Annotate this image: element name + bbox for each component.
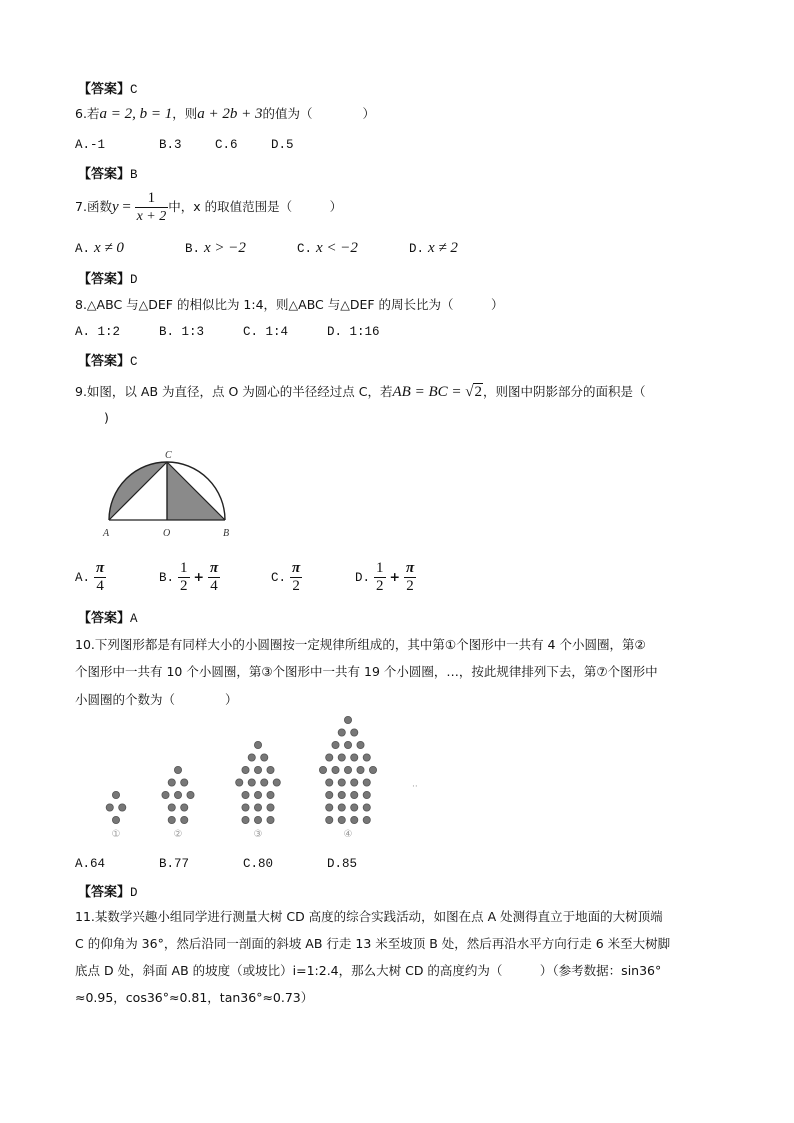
options-q6 [75,138,294,152]
small-circle [174,791,181,798]
answer-value: C [130,355,138,369]
option-b: B.77 [159,857,190,871]
small-circle [357,766,364,773]
small-circle [254,791,261,798]
fraction [94,560,106,595]
small-circle [369,766,376,773]
numerator: 1 [376,560,384,576]
small-circle [267,816,274,823]
small-circle [332,766,339,773]
options-q7 [75,240,458,257]
small-circle [254,766,261,773]
small-circle [106,804,113,811]
fraction [135,190,169,225]
small-circle [351,816,358,823]
option-d: D. 1:16 [327,325,380,339]
label-b: B [223,528,230,539]
question-10-line2: 个图形中一共有 10 个小圆圈，第③个图形中一共有 19 个小圆圈，…，按此规律排列下去，第⑦个图形中 [75,664,658,679]
figure-label: ① [111,829,121,840]
small-circle [267,791,274,798]
small-circle [351,804,358,811]
option-label: C. [297,242,313,256]
question-11-line2: C 的仰角为 36°，然后沿同一剖面的斜坡 AB 行走 13 米至坡顶 B 处，然后再沿水平方向行走 6 米至大树脚 [75,936,671,951]
small-circle [242,766,249,773]
small-circle [326,816,333,823]
figure-1 [106,791,126,840]
plus-sign: + [193,569,204,584]
option-label: B. [185,242,201,256]
option-label: B. [159,571,175,585]
question-number: 6. [75,106,87,121]
small-circle [254,816,261,823]
label-o: O [163,528,171,539]
small-circle [174,766,181,773]
option-b [185,240,297,257]
option-c [271,560,355,595]
answer-q9 [78,607,138,626]
small-circle [326,754,333,761]
small-circle [363,791,370,798]
option-c [297,240,409,257]
question-text: 函数 [86,199,112,214]
semicircle-figure [85,440,265,550]
option-expr: x > −2 [204,240,246,256]
answer-label: 【答案】 [78,82,131,97]
denominator: 2 [180,578,188,594]
question-11-line1: 11.某数学兴趣小组同学进行测量大树 CD 高度的综合实践活动，如图在点 A 处测得直立于地面的大树顶端 [75,909,663,924]
small-circle [357,741,364,748]
small-circle [351,729,358,736]
answer-value: C [130,83,138,97]
question-6 [75,104,375,123]
answer-q7 [78,268,138,287]
numerator: 1 [180,560,188,576]
options-q10 [75,857,357,871]
fraction [208,560,220,595]
question-text: 若 [86,106,100,121]
answer-label: 【答案】 [78,354,131,369]
option-d [409,240,458,257]
small-circle [338,729,345,736]
answer-q6 [78,163,138,182]
options-q8 [75,325,380,339]
small-circle [338,791,345,798]
numerator: π [96,560,105,576]
option-b: B. 1:3 [159,325,205,339]
figure-2 [162,766,194,840]
small-circle [261,754,268,761]
figure-3 [236,741,281,840]
small-circle [363,779,370,786]
denominator: 2 [292,578,300,594]
math-expression: a = 2, b = 1 [99,106,173,122]
denominator: 2 [406,578,414,594]
small-circle [112,791,119,798]
option-a: A.64 [75,857,106,871]
small-circle [254,741,261,748]
small-circle [338,804,345,811]
denominator: 2 [376,578,384,594]
fraction [290,560,302,595]
small-circle [338,779,345,786]
small-circle [112,816,119,823]
figure-label: ② [173,829,183,840]
small-circle [242,804,249,811]
small-circle [363,754,370,761]
small-circle [267,804,274,811]
small-circle [261,779,268,786]
small-circle [351,779,358,786]
small-circle [168,804,175,811]
math-variable: y [111,199,119,215]
answer-q10 [78,881,138,900]
fraction [404,560,416,595]
plus-sign: + [389,569,400,584]
answer-label: 【答案】 [78,272,131,287]
answer-value: B [130,168,138,182]
answer-label: 【答案】 [78,611,131,626]
radicand: 2 [474,384,482,400]
small-circle [332,741,339,748]
label-c: C [165,450,172,461]
option-label: A. [75,571,91,585]
option-b [159,560,271,595]
option-d [355,560,416,595]
small-circle [181,816,188,823]
options-q9 [75,560,416,595]
question-number: 7. [75,199,87,214]
option-c: C.80 [243,857,274,871]
circle-pattern-figure [90,712,450,852]
option-a: A. 1:2 [75,325,121,339]
math-equals: = [118,199,135,215]
small-circle [242,791,249,798]
option-a: A.-1 [75,138,106,152]
numerator: π [209,560,219,576]
small-circle [236,779,243,786]
question-11-line3: 底点 D 处，斜面 AB 的坡度（或坡比）i=1:2.4，那么大树 CD 的高度约为（ ）（参考数据：sin36° [75,963,662,978]
question-10-line1: 10.下列图形都是有同样大小的小圆圈按一定规律所组成的，其中第①个图形中一共有 4 个小圆圈，第② [75,637,646,652]
denominator: x + 2 [136,209,167,224]
small-circle [168,816,175,823]
small-circle [181,804,188,811]
option-expr: x ≠ 2 [428,240,458,256]
answer-q8 [78,350,138,369]
figure-4 [319,716,376,840]
question-text: 8.△ABC 与△DEF 的相似比为 1:4，则△ABC 与△DEF 的周长比为（ ） [75,297,504,312]
question-text: ，则图中阴影部分的面积是（ [482,384,646,399]
small-circle [267,766,274,773]
question-9-line2: ) [104,410,109,425]
question-text: ，则 [172,106,198,121]
option-label: D. [355,571,371,585]
answer-value: D [130,886,138,900]
small-circle [326,779,333,786]
small-circle [181,779,188,786]
fraction [374,560,386,595]
small-circle [248,779,255,786]
option-c: C.6 [215,138,238,152]
small-circle [319,766,326,773]
small-circle [351,754,358,761]
small-circle [248,754,255,761]
question-10-line3: 小圆圈的个数为（ ） [75,692,238,707]
answer-value: A [130,612,138,626]
question-8 [75,295,504,313]
small-circle [242,816,249,823]
small-circle [344,741,351,748]
small-circle [326,804,333,811]
question-text: 的值为（ ） [262,106,375,121]
ellipsis: ·· [412,782,418,792]
option-b: B.3 [159,138,182,152]
answer-q5 [78,78,138,97]
math-expression: AB = BC = [392,384,466,400]
option-label: D. [409,242,425,256]
option-a [75,560,159,595]
option-d: D.85 [327,857,358,871]
figure-label: ④ [343,829,353,840]
small-circle [187,791,194,798]
small-circle [326,791,333,798]
question-text: 9.如图，以 AB 为直径，点 O 为圆心的半径经过点 C，若 [75,384,393,399]
small-circle [351,791,358,798]
option-expr: x < −2 [316,240,358,256]
option-c: C. 1:4 [243,325,289,339]
question-7 [75,190,342,225]
question-11-line4: ≈0.95，cos36°≈0.81，tan36°≈0.73） [75,990,314,1005]
small-circle [254,804,261,811]
small-circle [338,754,345,761]
option-label: C. [271,571,287,585]
denominator: 4 [210,578,218,594]
numerator: π [405,560,415,576]
small-circle [344,766,351,773]
small-circle [363,816,370,823]
math-expression: a + 2b + 3 [197,106,263,122]
small-circle [119,804,126,811]
numerator: π [292,560,301,576]
denominator: 4 [96,578,104,594]
option-expr: x ≠ 0 [94,240,124,256]
option-label: A. [75,242,91,256]
figure-label: ③ [253,829,263,840]
small-circle [344,716,351,723]
small-circle [162,791,169,798]
question-9 [75,382,646,401]
fraction [178,560,190,595]
answer-label: 【答案】 [78,885,131,900]
small-circle [168,779,175,786]
small-circle [363,804,370,811]
label-a: A [103,528,110,539]
small-circle [273,779,280,786]
small-circle [338,816,345,823]
numerator: 1 [135,190,169,208]
option-a [75,240,185,257]
answer-value: D [130,273,138,287]
sqrt-expression: √2 [465,384,482,400]
option-d: D.5 [271,138,294,152]
answer-label: 【答案】 [78,167,131,182]
question-text: 中，x 的取值范围是（ ） [168,199,343,214]
